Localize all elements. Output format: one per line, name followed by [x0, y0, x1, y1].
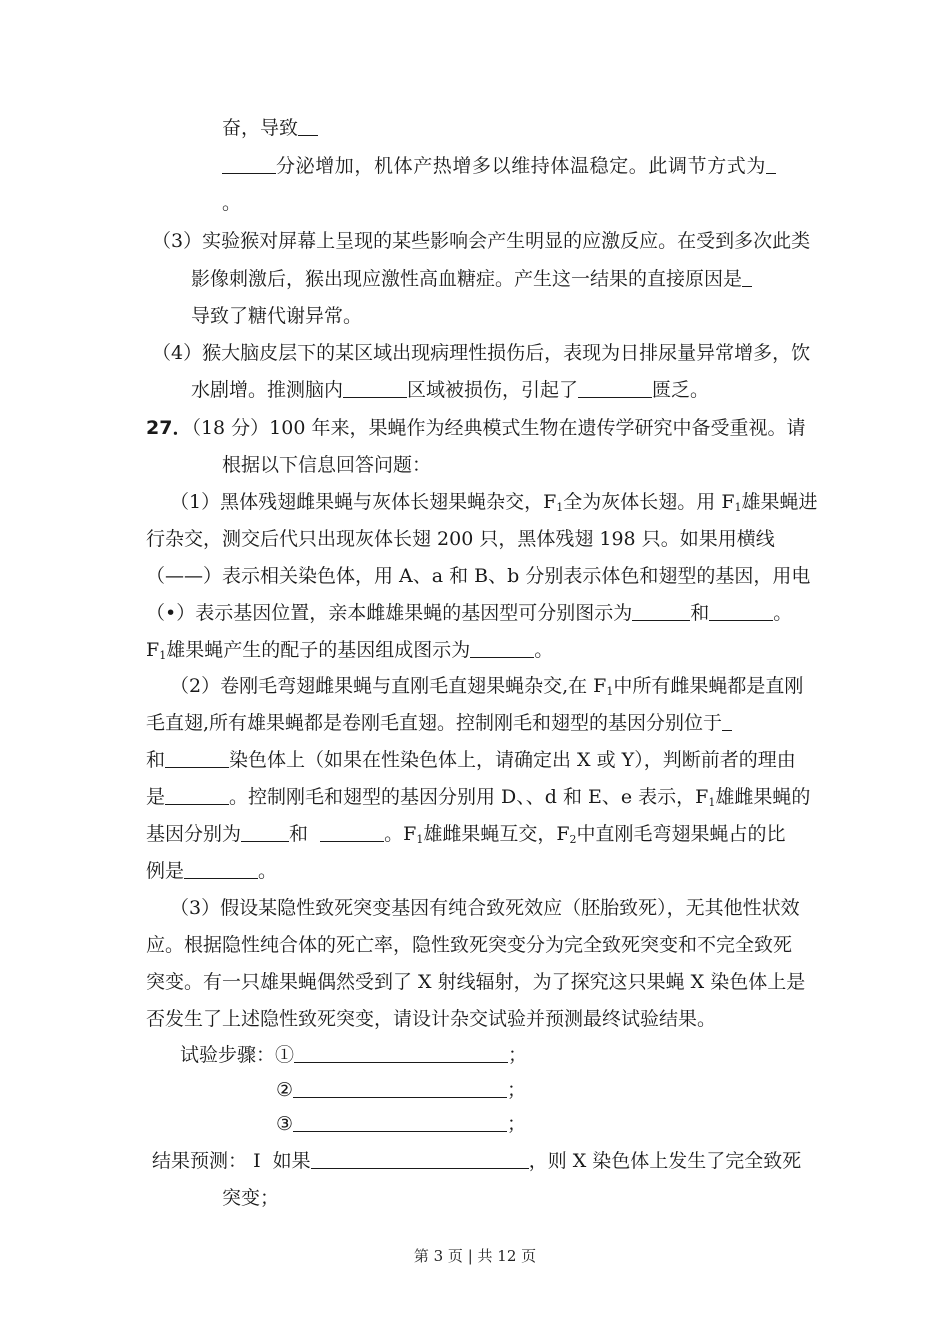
q26-line-2: 分泌增加，机体产热增多以维持体温稳定。此调节方式为 [222, 154, 776, 178]
q26-part3-line-3: 导致了糖代谢异常。 [191, 305, 363, 327]
q27-part2-line-1: （2）卷刚毛弯翅雌果蝇与直刚毛直翅果蝇杂交,在 $F_1$中所有雌果蝇都是直刚 [170, 675, 804, 698]
step-2-blank[interactable] [293, 1079, 507, 1098]
q27-part3-line-3: 突变。有一只雄果蝇偶然受到了 X 射线辐射，为了探究这只果蝇 X 染色体上是 [146, 971, 806, 993]
answer-blank[interactable] [709, 602, 773, 621]
q26-part4-line-1: （4）猴大脑皮层下的某区域出现病理性损伤后，表现为日排尿量异常增多，饮 [152, 342, 811, 364]
result-line-2: 突变； [222, 1187, 280, 1209]
q27-part1-line-2: 行杂交，测交后代只出现灰体长翅 200 只，黑体残翅 198 只。如果用横线 [146, 528, 775, 550]
answer-blank[interactable] [722, 712, 732, 731]
answer-blank[interactable] [241, 823, 289, 842]
result-line-1: 结果预测： Ⅰ 如果 ，则 X 染色体上发生了完全致死 [152, 1150, 802, 1172]
step-1-line: 试验步骤：① ； [180, 1044, 528, 1066]
q27-part2-line-5: 基因分别为 和 。$F_1$雄雌果蝇互交，$F_2$中直刚毛弯翅果蝇占的比 [146, 823, 786, 846]
step-3-blank[interactable] [293, 1113, 507, 1132]
q27-part3-line-4: 否发生了上述隐性致死突变，请设计杂交试验并预测最终试验结果。 [146, 1008, 717, 1030]
answer-blank[interactable] [343, 379, 407, 398]
q27-part1-line-1: （1）黑体残翅雌果蝇与灰体长翅果蝇杂交，$F_1$全为灰体长翅。用 $F_1$雄果蝇进 [170, 491, 818, 514]
step-3-line: ③ ； [276, 1113, 527, 1135]
q27-part2-line-4: 是 。控制刚毛和翅型的基因分别用 D、、d 和 E、e 表示，$F_1$雄雌果蝇的 [146, 786, 811, 809]
q27-part2-line-6: 例是 。 [146, 860, 278, 882]
answer-blank[interactable] [320, 823, 384, 842]
q27-part2-line-2: 毛直翅,所有雄果蝇都是卷刚毛直翅。控制刚毛和翅型的基因分别位于 [146, 711, 732, 735]
answer-blank[interactable] [578, 379, 652, 398]
answer-blank[interactable] [632, 602, 690, 621]
q26-part3-line-1: （3）实验猴对屏幕上呈现的某些影响会产生明显的应激反应。在受到多次此类 [152, 230, 811, 252]
answer-blank[interactable] [742, 268, 752, 287]
step-2-line: ② ； [276, 1079, 527, 1101]
result-blank[interactable] [311, 1150, 529, 1169]
q26-line-3: 。 [222, 192, 242, 214]
q26-part4-line-2: 水剧增。推测脑内 区域被损伤，引起了 匮乏。 [191, 379, 710, 401]
answer-blank[interactable] [298, 117, 318, 136]
q27-part2-line-3: 和 染色体上（如果在性染色体上，请确定出 X 或 Y），判断前者的理由 [146, 749, 796, 771]
q27-intro-line-2: 根据以下信息回答问题： [222, 454, 432, 476]
answer-blank[interactable] [470, 639, 534, 658]
q27-part1-line-5: $F_1$雄果蝇产生的配子的基因组成图示为 。 [146, 639, 554, 662]
answer-blank[interactable] [165, 786, 229, 805]
q26-line-1: 奋，导致 [222, 116, 318, 140]
question-number: 27． [146, 417, 192, 439]
q26-part3-line-2: 影像刺激后，猴出现应激性高血糖症。产生这一结果的直接原因是 [191, 267, 752, 291]
answer-blank[interactable] [184, 860, 258, 879]
q27-part3-line-2: 应。根据隐性纯合体的死亡率，隐性致死突变分为完全致死突变和不完全致死 [146, 934, 793, 956]
q27-intro-line-1: 27．（18 分）100 年来，果蝇作为经典模式生物在遗传学研究中备受重视。请 [146, 417, 806, 439]
q27-part1-line-4: （•）表示基因位置，亲本雌雄果蝇的基因型可分别图示为 和 。 [146, 602, 793, 624]
step-1-blank[interactable] [294, 1044, 508, 1063]
answer-blank[interactable] [165, 749, 229, 768]
q27-part1-line-3: （——）表示相关染色体，用 A、a 和 B、b 分别表示体色和翅型的基因，用电 [146, 565, 811, 587]
page-footer: 第 3 页 | 共 12 页 [413, 1247, 537, 1265]
q27-part3-line-1: （3）假设某隐性致死突变基因有纯合致死效应（胚胎致死），无其他性状效 [170, 897, 800, 919]
answer-blank[interactable] [766, 155, 776, 174]
answer-blank[interactable] [222, 155, 276, 174]
